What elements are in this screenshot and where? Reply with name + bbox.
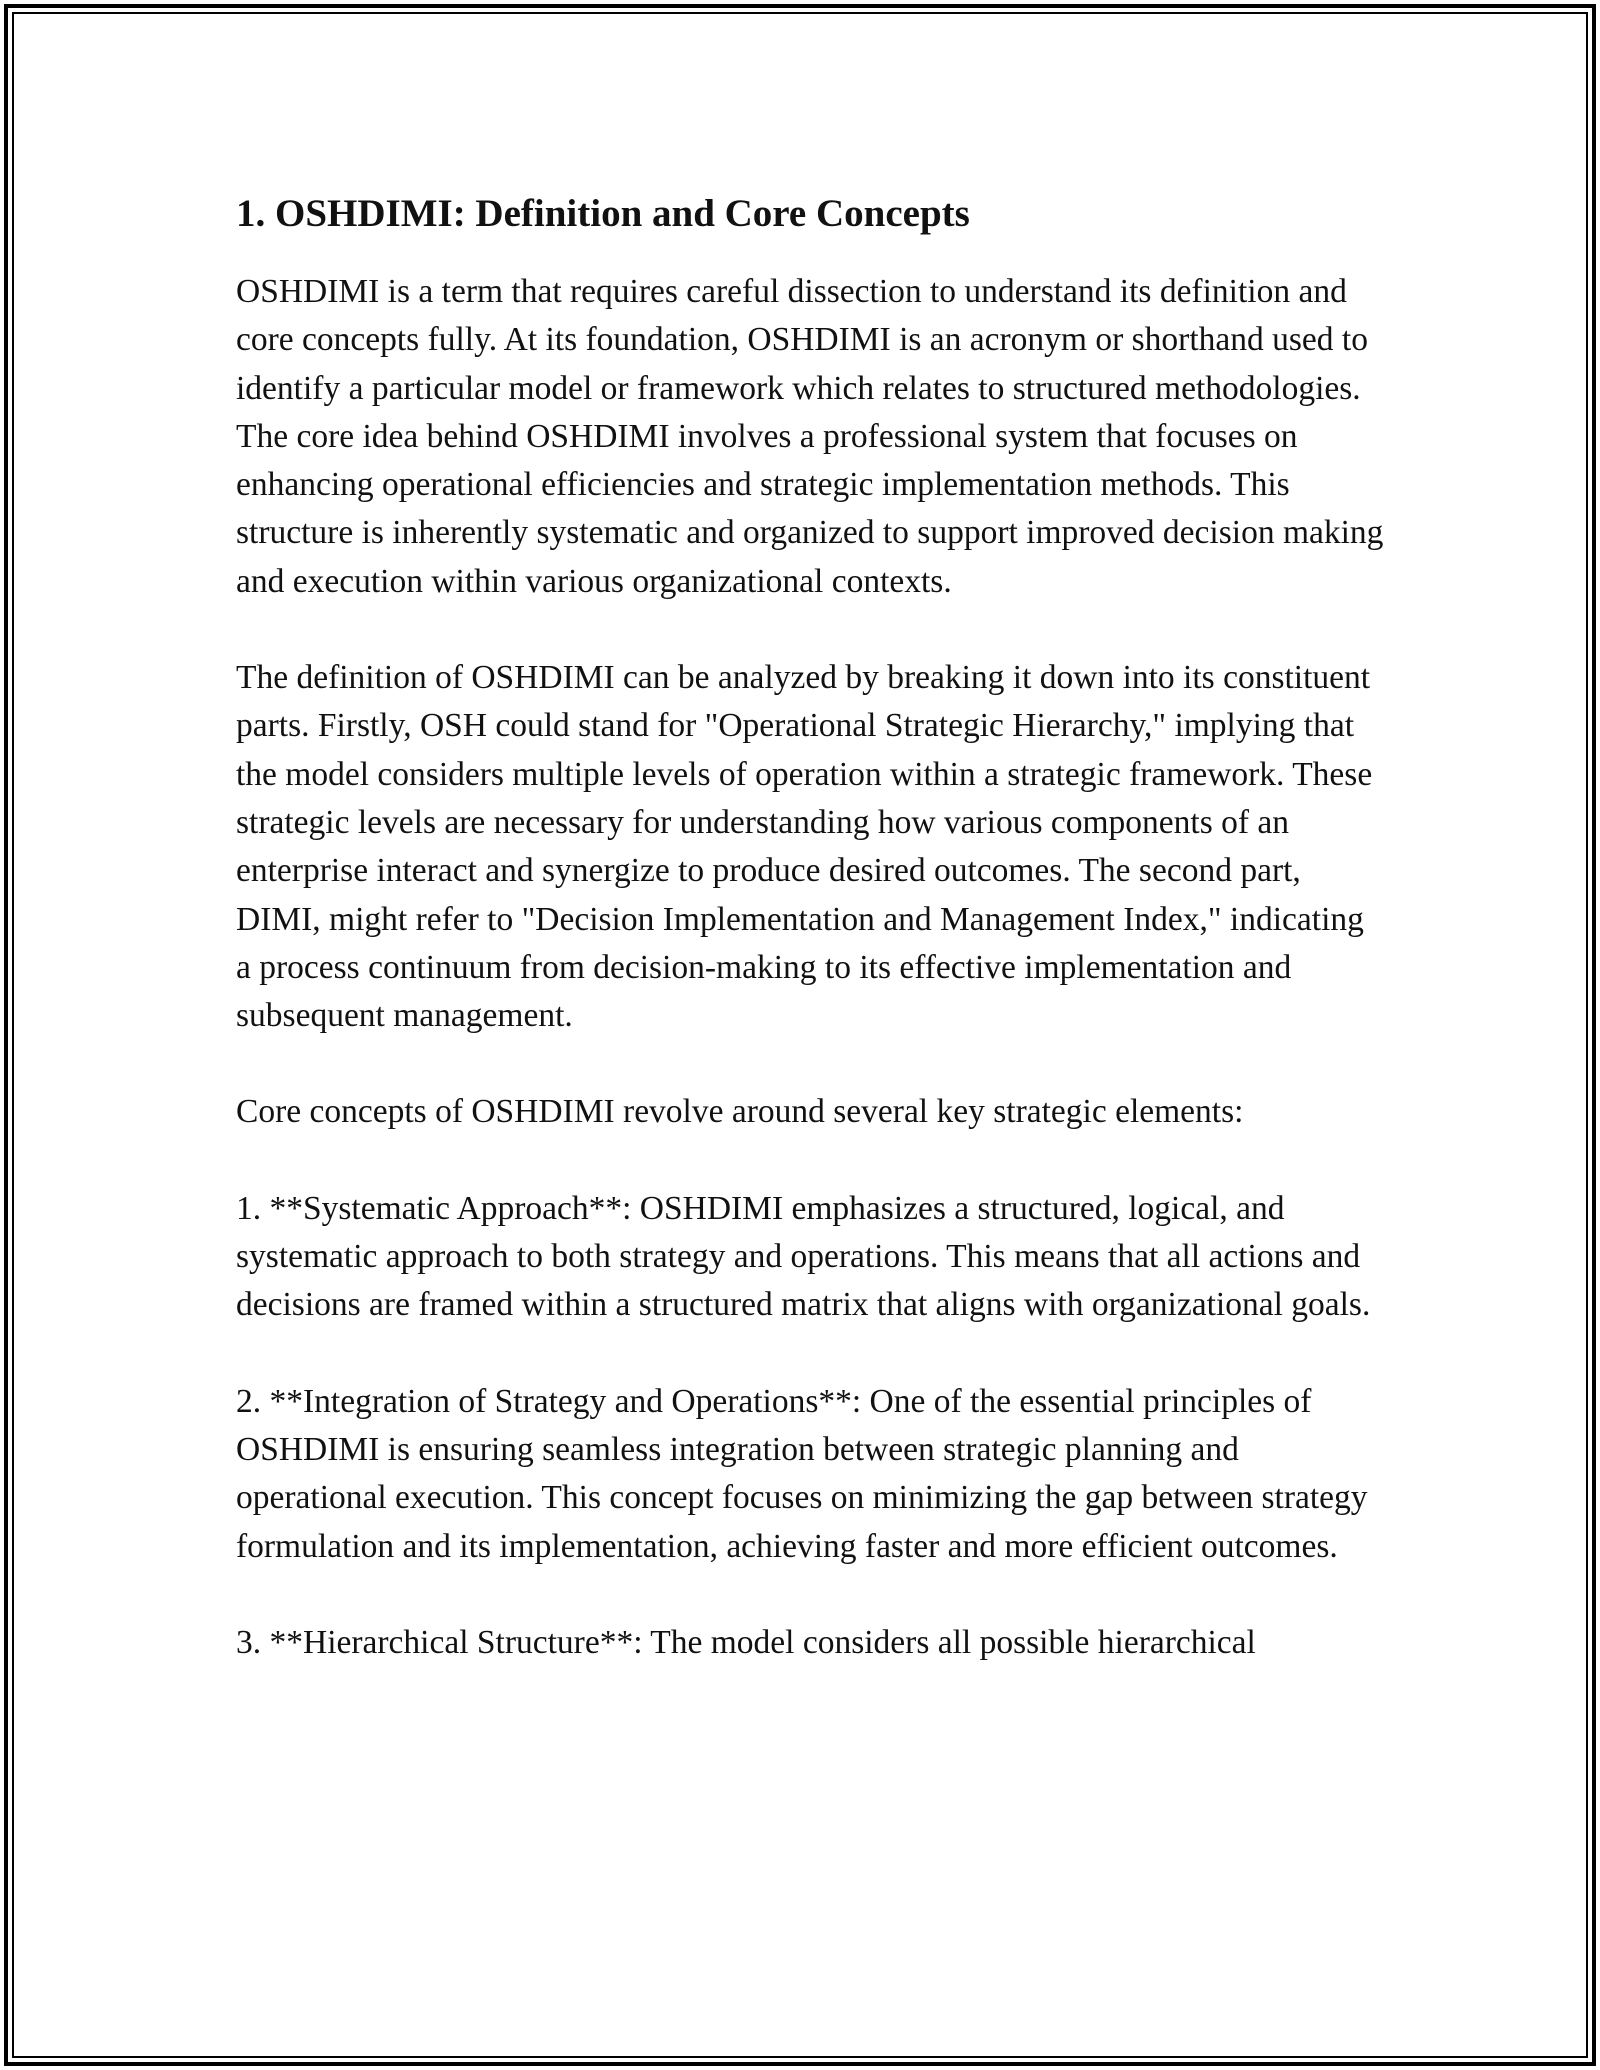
list-item-integration: 2. **Integration of Strategy and Operations**: One of the essential principles of OSHDIMI is ensuring seamless integration between strategic planning and operational execution. This concept focuses on minimizing the gap between strategy formulation and its implementation, achieving faster and more efficient outcomes. [236, 1382, 1368, 1565]
paragraph-core-concepts: Core concepts of OSHDIMI revolve around several key strategic elements: [236, 1093, 1244, 1131]
paragraph-definition: The definition of OSHDIMI can be analyzed by breaking it down into its constituent parts. Firstly, OSH could stand for "Operational Strategic Hierarchy," implying that the model considers multiple levels of operation within a strategic framework. These strategic levels are necessary for understanding how various components of an enterprise interact and synergize to produce desired outcomes. The second part, DIMI, might refer to "Decision Implementation and Management Index," indicating a process continuum from decision-making to its effective implementation and subsequent management. [236, 659, 1373, 1035]
list-item-hierarchical-structure: 3. **Hierarchical Structure**: The model considers all possible hierarchical [236, 1623, 1256, 1661]
section-heading: 1. OSHDIMI: Definition and Core Concepts [236, 192, 970, 235]
paragraph-intro: OSHDIMI is a term that requires careful dissection to understand its definition and core concepts fully. At its foundation, OSHDIMI is an acronym or shorthand used to identify a particular model or framework which relates to structured methodologies. The core idea behind OSHDIMI involves a professional system that focuses on enhancing operational efficiencies and strategic implementation methods. This structure is inherently systematic and organized to support improved decision making and execution within various organizational contexts. [236, 273, 1384, 600]
document-body [236, 184, 1386, 1667]
list-item-systematic-approach: 1. **Systematic Approach**: OSHDIMI emphasizes a structured, logical, and systematic approach to both strategy and operations. This means that all actions and decisions are framed within a structured matrix that aligns with organizational goals. [236, 1189, 1371, 1324]
